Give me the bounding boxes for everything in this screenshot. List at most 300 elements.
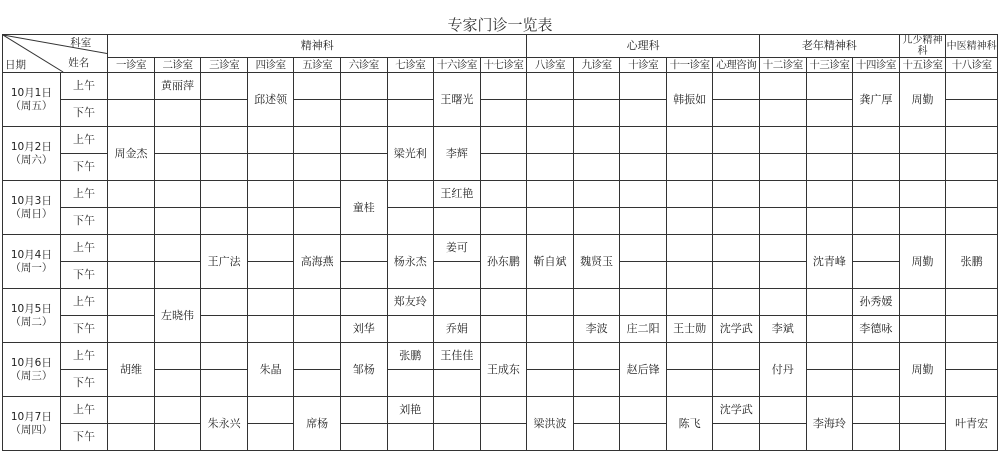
room-header: 四诊室 bbox=[247, 58, 294, 73]
doctor-cell: 左晓伟 bbox=[154, 289, 201, 343]
dept-header: 精神科 bbox=[108, 35, 527, 58]
empty-cell bbox=[387, 181, 434, 208]
doctor-cell: 沈学武 bbox=[713, 316, 760, 343]
doctor-cell: 赵后锋 bbox=[620, 343, 667, 397]
doctor-cell: 胡维 bbox=[108, 343, 155, 397]
empty-cell bbox=[154, 100, 201, 127]
empty-cell bbox=[713, 73, 760, 100]
schedule-row bbox=[3, 343, 998, 370]
empty-cell bbox=[154, 154, 201, 181]
doctor-cell: 乔娟 bbox=[434, 316, 481, 343]
empty-cell bbox=[806, 370, 853, 397]
empty-cell bbox=[108, 100, 155, 127]
doctor-cell: 周勤 bbox=[899, 73, 946, 127]
empty-cell bbox=[666, 181, 713, 208]
dept-header: 儿少精神科 bbox=[899, 35, 946, 58]
empty-cell bbox=[108, 73, 155, 100]
empty-cell bbox=[853, 370, 900, 397]
weekday-label: （周一） bbox=[10, 261, 53, 274]
doctor-cell: 庄二阳 bbox=[620, 316, 667, 343]
corner-date-label: 日期 bbox=[5, 59, 26, 71]
empty-cell bbox=[760, 289, 807, 316]
empty-cell bbox=[713, 235, 760, 262]
empty-cell bbox=[154, 343, 201, 370]
session-label: 上午 bbox=[60, 397, 108, 424]
empty-cell bbox=[899, 397, 946, 424]
empty-cell bbox=[247, 397, 294, 424]
empty-cell bbox=[340, 424, 387, 451]
empty-cell bbox=[434, 289, 481, 316]
empty-cell bbox=[108, 316, 155, 343]
room-header: 七诊室 bbox=[387, 58, 434, 73]
empty-cell bbox=[294, 343, 341, 370]
empty-cell bbox=[480, 316, 527, 343]
empty-cell bbox=[247, 235, 294, 262]
empty-cell bbox=[853, 262, 900, 289]
date-label: 10月5日 bbox=[10, 302, 52, 315]
doctor-cell: 梁光利 bbox=[387, 127, 434, 181]
doctor-cell: 沈青峰 bbox=[806, 235, 853, 289]
empty-cell bbox=[154, 208, 201, 235]
empty-cell bbox=[108, 235, 155, 262]
empty-cell bbox=[806, 154, 853, 181]
doctor-cell: 梁洪波 bbox=[527, 397, 574, 451]
empty-cell bbox=[666, 154, 713, 181]
empty-cell bbox=[620, 235, 667, 262]
empty-cell bbox=[108, 397, 155, 424]
empty-cell bbox=[853, 208, 900, 235]
empty-cell bbox=[387, 100, 434, 127]
room-header: 十八诊室 bbox=[946, 58, 998, 73]
empty-cell bbox=[573, 181, 620, 208]
doctor-cell: 朱晶 bbox=[247, 343, 294, 397]
empty-cell bbox=[573, 424, 620, 451]
doctor-cell: 李波 bbox=[573, 316, 620, 343]
date-cell bbox=[3, 397, 61, 451]
doctor-cell: 刘艳 bbox=[387, 397, 434, 424]
empty-cell bbox=[899, 424, 946, 451]
empty-cell bbox=[760, 208, 807, 235]
doctor-cell: 童桂 bbox=[340, 181, 387, 235]
empty-cell bbox=[573, 343, 620, 370]
session-label: 下午 bbox=[60, 262, 108, 289]
room-header: 八诊室 bbox=[527, 58, 574, 73]
empty-cell bbox=[480, 181, 527, 208]
empty-cell bbox=[387, 370, 434, 397]
doctor-cell: 叶青宏 bbox=[946, 397, 998, 451]
empty-cell bbox=[760, 424, 807, 451]
empty-cell bbox=[201, 181, 248, 208]
empty-cell bbox=[108, 289, 155, 316]
empty-cell bbox=[108, 262, 155, 289]
room-header: 一诊室 bbox=[108, 58, 155, 73]
date-cell bbox=[3, 73, 61, 127]
doctor-cell: 郑友玲 bbox=[387, 289, 434, 316]
empty-cell bbox=[294, 100, 341, 127]
empty-cell bbox=[946, 181, 998, 208]
empty-cell bbox=[899, 181, 946, 208]
empty-cell bbox=[573, 127, 620, 154]
empty-cell bbox=[760, 397, 807, 424]
empty-cell bbox=[853, 127, 900, 154]
empty-cell bbox=[201, 100, 248, 127]
session-label: 下午 bbox=[60, 100, 108, 127]
doctor-cell: 付丹 bbox=[760, 343, 807, 397]
empty-cell bbox=[154, 127, 201, 154]
empty-cell bbox=[806, 316, 853, 343]
doctor-cell: 韩振如 bbox=[666, 73, 713, 127]
doctor-cell: 孙秀媛 bbox=[853, 289, 900, 316]
empty-cell bbox=[713, 424, 760, 451]
empty-cell bbox=[527, 316, 574, 343]
empty-cell bbox=[340, 397, 387, 424]
doctor-cell: 王红艳 bbox=[434, 181, 481, 208]
schedule-row bbox=[3, 181, 998, 208]
empty-cell bbox=[480, 100, 527, 127]
empty-cell bbox=[294, 289, 341, 316]
empty-cell bbox=[853, 154, 900, 181]
empty-cell bbox=[247, 289, 294, 316]
empty-cell bbox=[480, 154, 527, 181]
date-label: 10月2日 bbox=[10, 140, 52, 153]
empty-cell bbox=[666, 208, 713, 235]
empty-cell bbox=[201, 73, 248, 100]
empty-cell bbox=[806, 208, 853, 235]
doctor-cell: 李斌 bbox=[760, 316, 807, 343]
date-cell bbox=[3, 289, 61, 343]
empty-cell bbox=[713, 181, 760, 208]
schedule-row bbox=[3, 289, 998, 316]
empty-cell bbox=[853, 397, 900, 424]
room-header: 十二诊室 bbox=[760, 58, 807, 73]
doctor-cell: 李德咏 bbox=[853, 316, 900, 343]
empty-cell bbox=[527, 370, 574, 397]
room-header: 九诊室 bbox=[573, 58, 620, 73]
room-header: 六诊室 bbox=[340, 58, 387, 73]
empty-cell bbox=[760, 154, 807, 181]
clinic-schedule-table bbox=[2, 34, 998, 451]
empty-cell bbox=[247, 127, 294, 154]
empty-cell bbox=[434, 397, 481, 424]
doctor-cell: 黄丽萍 bbox=[154, 73, 201, 100]
empty-cell bbox=[946, 73, 998, 100]
doctor-cell: 王曙光 bbox=[434, 73, 481, 127]
doctor-cell: 李海玲 bbox=[806, 397, 853, 451]
session-label: 上午 bbox=[60, 289, 108, 316]
date-label: 10月1日 bbox=[10, 86, 52, 99]
empty-cell bbox=[573, 208, 620, 235]
date-cell bbox=[3, 127, 61, 181]
room-header: 十七诊室 bbox=[480, 58, 527, 73]
empty-cell bbox=[247, 316, 294, 343]
empty-cell bbox=[760, 181, 807, 208]
date-label: 10月3日 bbox=[10, 194, 52, 207]
schedule-row bbox=[3, 208, 998, 235]
empty-cell bbox=[480, 289, 527, 316]
empty-cell bbox=[201, 316, 248, 343]
doctor-cell: 王士勋 bbox=[666, 316, 713, 343]
empty-cell bbox=[154, 235, 201, 262]
empty-cell bbox=[527, 181, 574, 208]
empty-cell bbox=[620, 181, 667, 208]
empty-cell bbox=[573, 289, 620, 316]
doctor-cell: 李辉 bbox=[434, 127, 481, 181]
empty-cell bbox=[294, 73, 341, 100]
weekday-label: （周二） bbox=[10, 315, 53, 328]
room-header: 二诊室 bbox=[154, 58, 201, 73]
date-label: 10月4日 bbox=[10, 248, 52, 261]
empty-cell bbox=[573, 100, 620, 127]
empty-cell bbox=[760, 127, 807, 154]
empty-cell bbox=[666, 262, 713, 289]
empty-cell bbox=[666, 127, 713, 154]
empty-cell bbox=[434, 424, 481, 451]
room-header: 十五诊室 bbox=[899, 58, 946, 73]
empty-cell bbox=[853, 181, 900, 208]
empty-cell bbox=[806, 289, 853, 316]
empty-cell bbox=[201, 370, 248, 397]
empty-cell bbox=[201, 127, 248, 154]
room-header: 十一诊室 bbox=[666, 58, 713, 73]
doctor-cell: 邱述领 bbox=[247, 73, 294, 127]
empty-cell bbox=[853, 424, 900, 451]
empty-cell bbox=[527, 73, 574, 100]
empty-cell bbox=[294, 154, 341, 181]
doctor-cell: 龚广厚 bbox=[853, 73, 900, 127]
empty-cell bbox=[387, 208, 434, 235]
doctor-cell: 高海燕 bbox=[294, 235, 341, 289]
weekday-label: （周五） bbox=[10, 99, 53, 112]
session-label: 下午 bbox=[60, 316, 108, 343]
empty-cell bbox=[573, 397, 620, 424]
empty-cell bbox=[294, 370, 341, 397]
empty-cell bbox=[713, 262, 760, 289]
dept-header: 心理科 bbox=[527, 35, 760, 58]
schedule-row bbox=[3, 127, 998, 154]
doctor-cell: 杨永杰 bbox=[387, 235, 434, 289]
schedule-row bbox=[3, 73, 998, 100]
empty-cell bbox=[108, 424, 155, 451]
empty-cell bbox=[434, 370, 481, 397]
empty-cell bbox=[666, 370, 713, 397]
weekday-label: （周六） bbox=[10, 153, 53, 166]
dept-header: 中医精神科 bbox=[946, 35, 998, 58]
empty-cell bbox=[573, 370, 620, 397]
empty-cell bbox=[806, 343, 853, 370]
empty-cell bbox=[247, 424, 294, 451]
empty-cell bbox=[946, 316, 998, 343]
empty-cell bbox=[946, 154, 998, 181]
empty-cell bbox=[760, 262, 807, 289]
empty-cell bbox=[201, 208, 248, 235]
empty-cell bbox=[946, 343, 998, 370]
empty-cell bbox=[434, 208, 481, 235]
doctor-cell: 朱永兴 bbox=[201, 397, 248, 451]
empty-cell bbox=[806, 73, 853, 100]
schedule-row bbox=[3, 235, 998, 262]
empty-cell bbox=[853, 235, 900, 262]
empty-cell bbox=[294, 208, 341, 235]
empty-cell bbox=[573, 73, 620, 100]
empty-cell bbox=[294, 181, 341, 208]
empty-cell bbox=[154, 262, 201, 289]
empty-cell bbox=[527, 343, 574, 370]
empty-cell bbox=[946, 289, 998, 316]
empty-cell bbox=[340, 262, 387, 289]
empty-cell bbox=[247, 181, 294, 208]
doctor-cell: 姜可 bbox=[434, 235, 481, 262]
doctor-cell: 席杨 bbox=[294, 397, 341, 451]
doctor-cell: 王佳佳 bbox=[434, 343, 481, 370]
session-label: 下午 bbox=[60, 208, 108, 235]
empty-cell bbox=[666, 235, 713, 262]
empty-cell bbox=[713, 370, 760, 397]
session-label: 下午 bbox=[60, 154, 108, 181]
empty-cell bbox=[527, 154, 574, 181]
room-header: 十四诊室 bbox=[853, 58, 900, 73]
empty-cell bbox=[899, 316, 946, 343]
doctor-cell: 张鹏 bbox=[946, 235, 998, 289]
doctor-cell: 魏贤玉 bbox=[573, 235, 620, 289]
empty-cell bbox=[806, 127, 853, 154]
session-label: 上午 bbox=[60, 73, 108, 100]
empty-cell bbox=[713, 289, 760, 316]
empty-cell bbox=[620, 208, 667, 235]
session-label: 上午 bbox=[60, 181, 108, 208]
empty-cell bbox=[201, 154, 248, 181]
doctor-cell: 周勤 bbox=[899, 235, 946, 289]
empty-cell bbox=[713, 100, 760, 127]
doctor-cell: 王广法 bbox=[201, 235, 248, 289]
session-label: 下午 bbox=[60, 370, 108, 397]
empty-cell bbox=[480, 127, 527, 154]
weekday-label: （周三） bbox=[10, 369, 53, 382]
empty-cell bbox=[666, 289, 713, 316]
doctor-cell: 周金杰 bbox=[108, 127, 155, 181]
empty-cell bbox=[340, 127, 387, 154]
empty-cell bbox=[340, 73, 387, 100]
empty-cell bbox=[247, 262, 294, 289]
empty-cell bbox=[527, 127, 574, 154]
empty-cell bbox=[713, 127, 760, 154]
empty-cell bbox=[946, 127, 998, 154]
empty-cell bbox=[480, 208, 527, 235]
empty-cell bbox=[760, 100, 807, 127]
date-label: 10月6日 bbox=[10, 356, 52, 369]
empty-cell bbox=[713, 343, 760, 370]
empty-cell bbox=[573, 154, 620, 181]
date-cell bbox=[3, 235, 61, 289]
empty-cell bbox=[294, 316, 341, 343]
empty-cell bbox=[154, 370, 201, 397]
schedule-row bbox=[3, 100, 998, 127]
empty-cell bbox=[154, 397, 201, 424]
empty-cell bbox=[340, 154, 387, 181]
session-label: 上午 bbox=[60, 343, 108, 370]
date-cell bbox=[3, 343, 61, 397]
doctor-cell: 王成东 bbox=[480, 343, 527, 397]
empty-cell bbox=[201, 289, 248, 316]
empty-cell bbox=[853, 343, 900, 370]
schedule-row bbox=[3, 316, 998, 343]
doctor-cell: 靳自斌 bbox=[527, 235, 574, 289]
doctor-cell: 刘华 bbox=[340, 316, 387, 343]
dept-header: 老年精神科 bbox=[760, 35, 900, 58]
empty-cell bbox=[527, 100, 574, 127]
empty-cell bbox=[154, 181, 201, 208]
doctor-cell: 周勤 bbox=[899, 343, 946, 397]
empty-cell bbox=[713, 154, 760, 181]
doctor-cell: 沈学武 bbox=[713, 397, 760, 424]
empty-cell bbox=[760, 235, 807, 262]
empty-cell bbox=[201, 343, 248, 370]
session-label: 上午 bbox=[60, 127, 108, 154]
corner-name-label: 姓名 bbox=[68, 57, 90, 69]
date-cell bbox=[3, 181, 61, 235]
empty-cell bbox=[480, 397, 527, 424]
header-corner bbox=[3, 35, 108, 73]
empty-cell bbox=[620, 127, 667, 154]
room-header: 三诊室 bbox=[201, 58, 248, 73]
empty-cell bbox=[294, 127, 341, 154]
empty-cell bbox=[480, 73, 527, 100]
empty-cell bbox=[899, 208, 946, 235]
empty-cell bbox=[899, 127, 946, 154]
empty-cell bbox=[154, 424, 201, 451]
session-label: 上午 bbox=[60, 235, 108, 262]
empty-cell bbox=[666, 343, 713, 370]
empty-cell bbox=[620, 424, 667, 451]
empty-cell bbox=[527, 208, 574, 235]
doctor-cell: 邹杨 bbox=[340, 343, 387, 397]
empty-cell bbox=[713, 208, 760, 235]
empty-cell bbox=[387, 73, 434, 100]
empty-cell bbox=[946, 208, 998, 235]
empty-cell bbox=[340, 100, 387, 127]
empty-cell bbox=[387, 316, 434, 343]
empty-cell bbox=[620, 397, 667, 424]
empty-cell bbox=[340, 289, 387, 316]
doctor-cell: 陈飞 bbox=[666, 397, 713, 451]
empty-cell bbox=[108, 208, 155, 235]
doctor-cell: 张鹏 bbox=[387, 343, 434, 370]
empty-cell bbox=[340, 235, 387, 262]
empty-cell bbox=[620, 73, 667, 100]
empty-cell bbox=[946, 370, 998, 397]
date-label: 10月7日 bbox=[10, 410, 52, 423]
session-label: 下午 bbox=[60, 424, 108, 451]
room-header: 十六诊室 bbox=[434, 58, 481, 73]
empty-cell bbox=[760, 73, 807, 100]
empty-cell bbox=[480, 424, 527, 451]
empty-cell bbox=[247, 208, 294, 235]
empty-cell bbox=[806, 181, 853, 208]
empty-cell bbox=[806, 100, 853, 127]
weekday-label: （周日） bbox=[10, 207, 53, 220]
room-header: 心理咨询 bbox=[713, 58, 760, 73]
empty-cell bbox=[899, 154, 946, 181]
empty-cell bbox=[620, 100, 667, 127]
empty-cell bbox=[620, 289, 667, 316]
header-row-rooms bbox=[3, 58, 998, 73]
empty-cell bbox=[620, 262, 667, 289]
empty-cell bbox=[387, 424, 434, 451]
doctor-cell: 孙东鹏 bbox=[480, 235, 527, 289]
weekday-label: （周四） bbox=[10, 423, 53, 436]
room-header: 五诊室 bbox=[294, 58, 341, 73]
empty-cell bbox=[899, 289, 946, 316]
empty-cell bbox=[247, 154, 294, 181]
